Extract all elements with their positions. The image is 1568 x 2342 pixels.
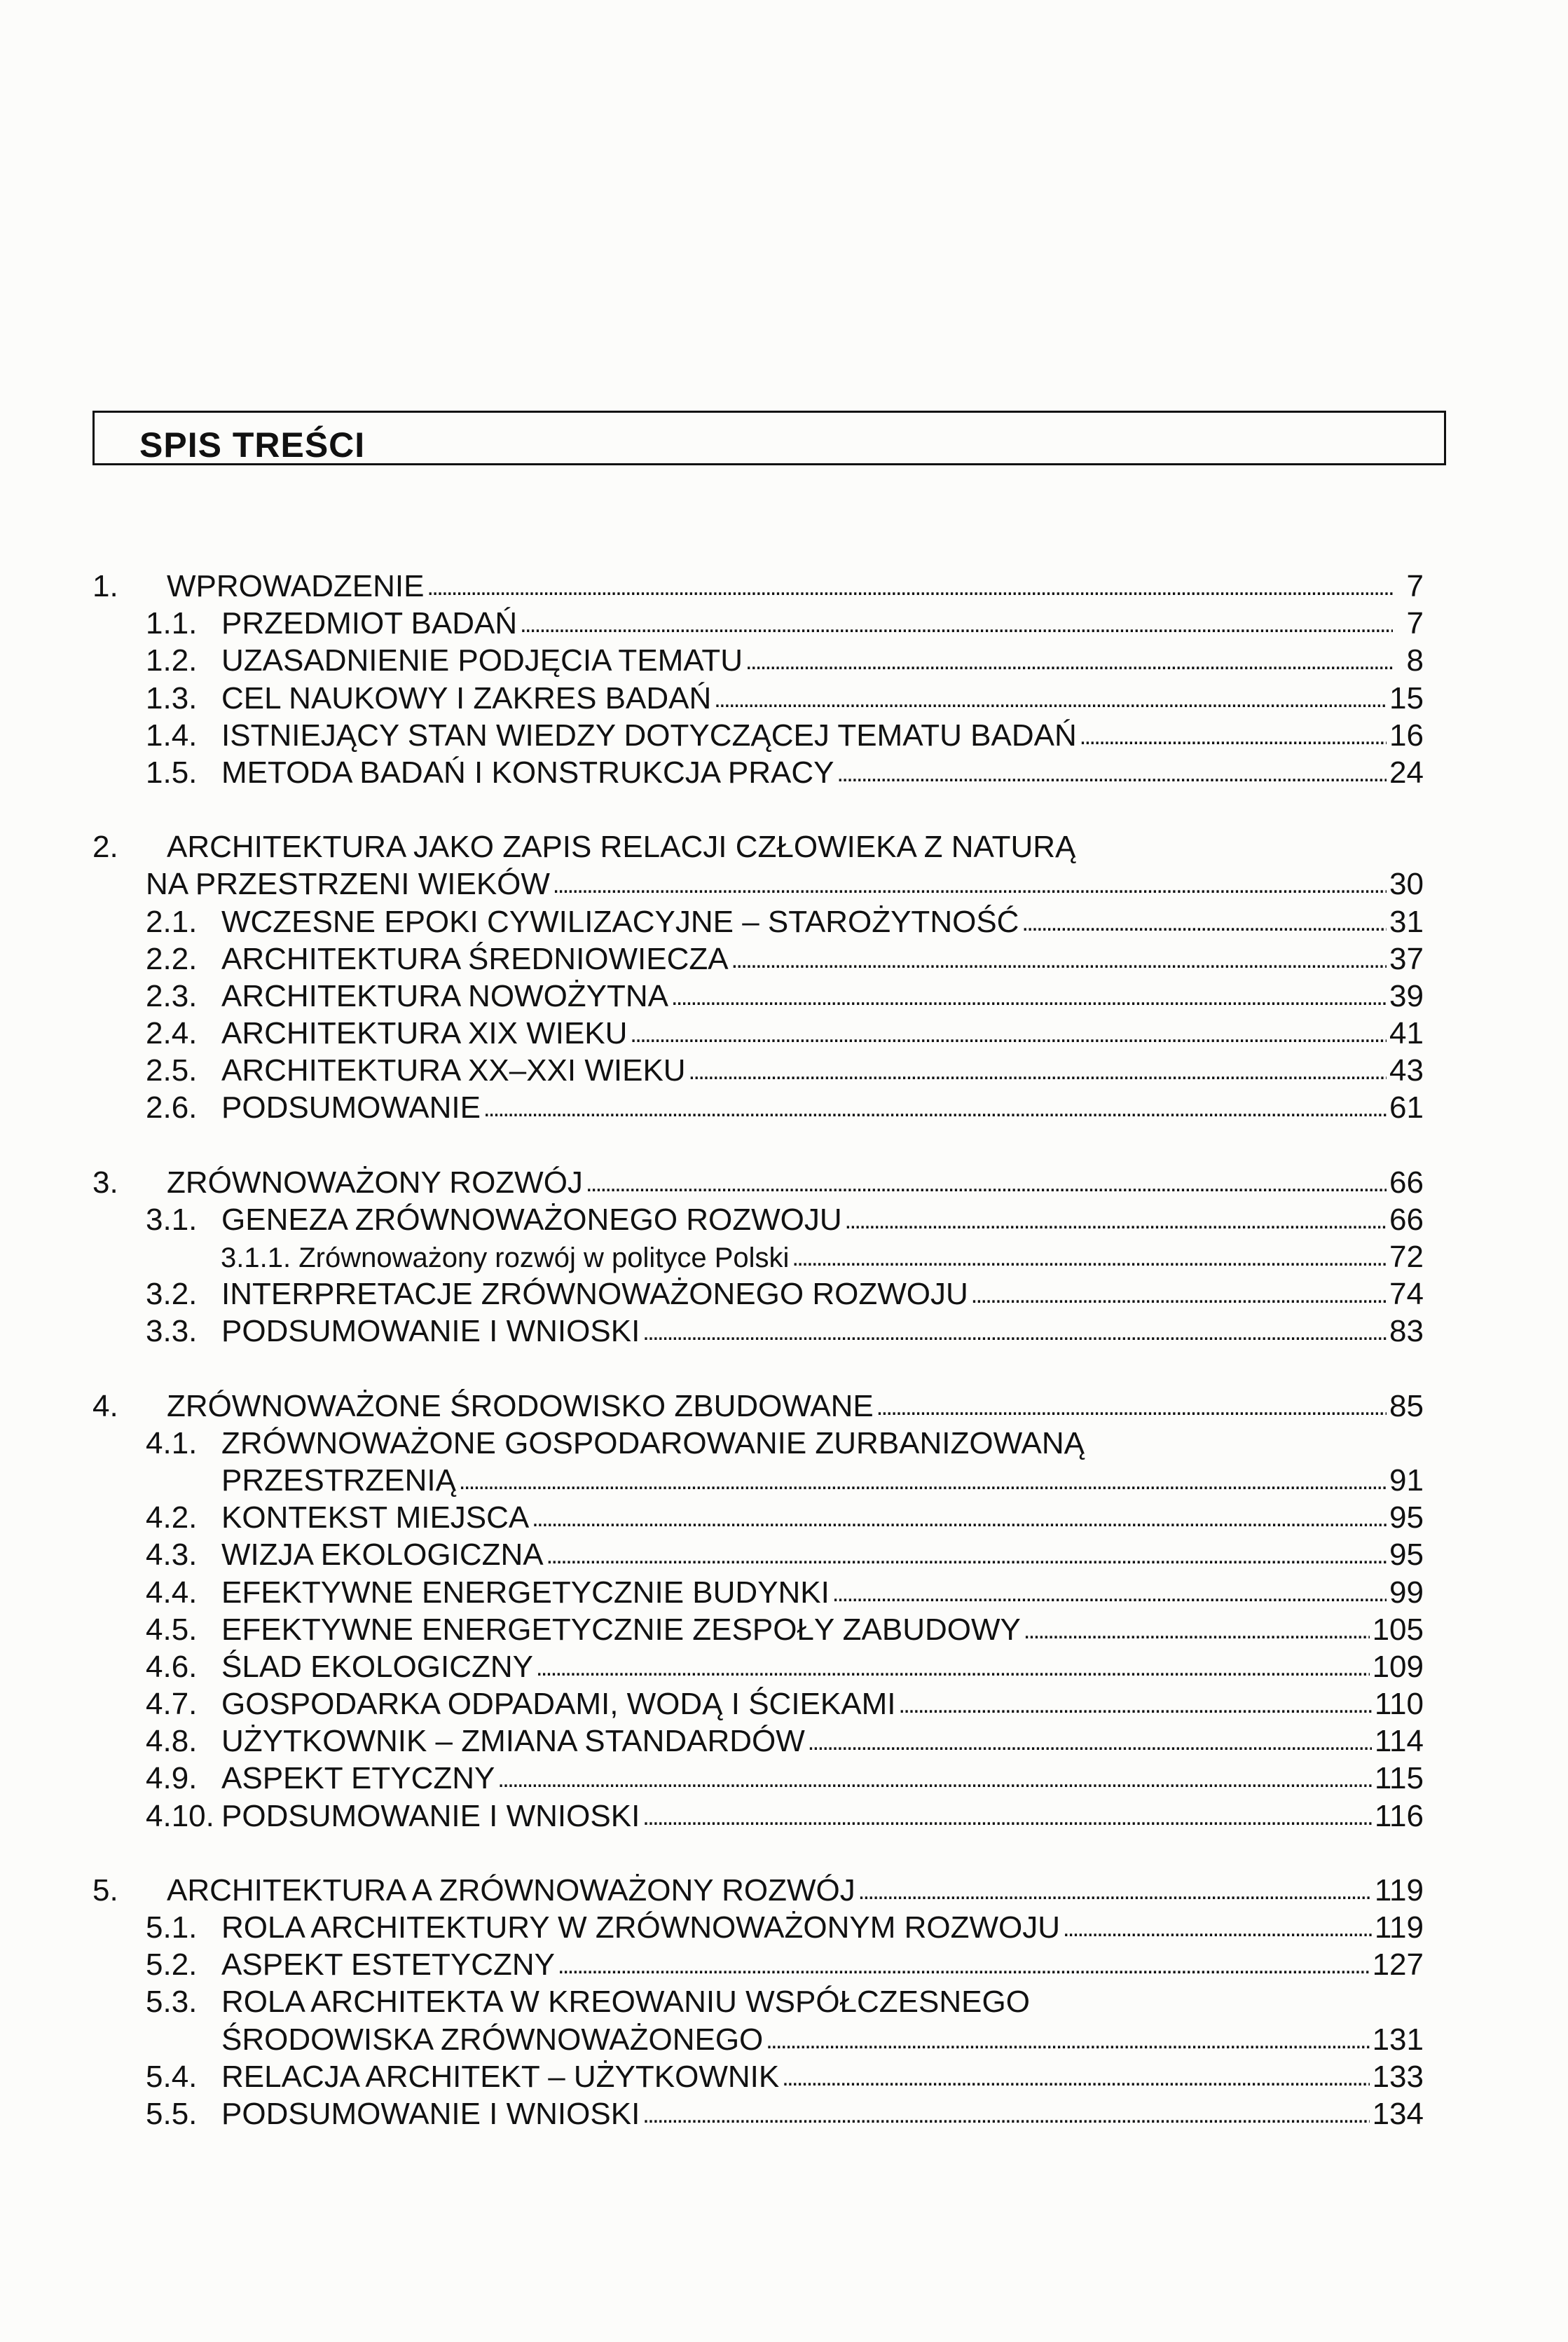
entry-title: PODSUMOWANIE [221,1090,481,1125]
toc-entry [0,1797,1568,1835]
entry-page: 24 [1389,755,1424,790]
entry-title: UZASADNIENIE PODJĘCIA TEMATU [221,643,743,678]
dot-leader [837,753,1387,793]
dot-leader [766,2020,1369,2060]
entry-number: 3.2. [146,1277,198,1312]
entry-number: 4.3. [146,1538,198,1573]
entry-title: ARCHITEKTURA NOWOŻYTNA [221,978,669,1013]
dot-leader [689,1050,1387,1090]
entry-title: EFEKTYWNE ENERGETYCZNIE BUDYNKI [221,1575,830,1610]
toc-entry [0,903,1568,940]
entry-page: 115 [1374,1761,1424,1796]
entry-number: 2.4. [146,1016,198,1051]
entry-title: PODSUMOWANIE I WNIOSKI [221,1314,640,1349]
dot-leader [1063,1908,1372,1947]
toc-entry [0,1052,1568,1089]
dot-leader [782,2057,1369,2097]
toc-entry [0,2021,1568,2058]
dot-leader [832,1573,1387,1612]
toc-entry [0,1313,1568,1350]
toc-entry [0,754,1568,791]
dot-leader [427,566,1393,606]
entry-title: INTERPRETACJE ZRÓWNOWAŻONEGO ROZWOJU [221,1277,968,1312]
entry-number: 2.6. [146,1090,198,1125]
entry-title: ROLA ARCHITEKTA W KREOWANIU WSPÓŁCZESNEGO [221,1985,1030,2020]
toc-section [0,1164,1568,1350]
toc-entry [0,1685,1568,1723]
entry-number: 2.3. [146,978,198,1013]
toc-entry [0,1462,1568,1499]
entry-title: EFEKTYWNE ENERGETYCZNIE ZESPOŁY ZABUDOWY [221,1612,1021,1647]
entry-page: 91 [1389,1463,1424,1498]
entry-number: 4.10. [146,1798,214,1833]
dot-leader [520,603,1393,643]
entry-page: 95 [1389,1538,1424,1573]
page-title: SPIS TREŚCI [139,425,366,465]
entry-page: 72 [1389,1240,1424,1274]
dot-leader [642,2094,1369,2134]
entry-number: 4.2. [146,1500,198,1535]
entry-number: 2.5. [146,1053,198,1088]
dot-leader [671,976,1387,1016]
entry-page: 61 [1389,1090,1424,1125]
entry-title: PODSUMOWANIE I WNIOSKI [221,1798,640,1833]
entry-title: ASPEKT ETYCZNY [221,1761,495,1796]
entry-page: 119 [1374,1872,1424,1908]
entry-page: 41 [1389,1016,1424,1051]
entry-page: 31 [1389,904,1424,939]
entry-title: WPROWADZENIE [167,569,425,603]
toc-entry [0,1201,1568,1238]
dot-leader [586,1163,1387,1203]
toc-entry [0,605,1568,642]
entry-title: ARCHITEKTURA XIX WIEKU [221,1016,628,1051]
entry-page: 119 [1374,1910,1424,1945]
dot-leader [1022,902,1387,942]
entry-number: 2.2. [146,941,198,976]
entry-number: 4.5. [146,1612,198,1647]
dot-leader [898,1684,1371,1724]
entry-title: 3.1.1. Zrównoważony rozwój w polityce Polski [221,1242,790,1273]
entry-number: 3. [92,1165,118,1200]
entry-title: ZRÓWNOWAŻONE ŚRODOWISKO ZBUDOWANE [167,1388,874,1423]
entry-title: ZRÓWNOWAŻONE GOSPODAROWANIE ZURBANIZOWANĄ [221,1425,1085,1460]
dot-leader [546,1535,1387,1575]
toc-section [0,1388,1568,1835]
entry-number: 4.8. [146,1724,198,1759]
entry-number: 4.9. [146,1761,198,1796]
toc-entry [0,1164,1568,1201]
toc-entry [0,1015,1568,1052]
toc-entry [0,1425,1568,1462]
entry-title: ARCHITEKTURA ŚREDNIOWIECZA [221,941,729,976]
entry-number: 4.7. [146,1687,198,1722]
entry-title: NA PRZESTRZENI WIEKÓW [146,867,550,902]
entry-page: 133 [1372,2059,1424,2094]
entry-title: KONTEKST MIEJSCA [221,1500,530,1535]
toc-entry [0,1536,1568,1573]
entry-title: RELACJA ARCHITEKT – UŻYTKOWNIK [221,2059,780,2094]
entry-page: 7 [1406,606,1424,641]
toc-entry [0,1275,1568,1313]
entry-page: 74 [1389,1277,1424,1312]
entry-title: ŚLAD EKOLOGICZNY [221,1649,534,1684]
entry-page: 8 [1406,643,1424,678]
dot-leader [808,1721,1372,1761]
dot-leader [536,1647,1370,1687]
toc-entry [0,1611,1568,1648]
toc-section [0,568,1568,791]
dot-leader [483,1088,1387,1128]
entry-page: 7 [1406,569,1424,603]
entry-title: ARCHITEKTURA XX–XXI WIEKU [221,1053,686,1088]
dot-leader [714,678,1387,718]
toc-entry [0,865,1568,903]
entry-title: PRZEDMIOT BADAŃ [221,606,518,641]
entry-number: 1.3. [146,680,198,715]
dot-leader [858,1870,1372,1910]
entry-number: 1.2. [146,643,198,678]
entry-page: 43 [1389,1053,1424,1088]
entry-number: 1.4. [146,718,198,753]
entry-number: 5.1. [146,1910,198,1945]
toc-entry [0,1946,1568,1983]
entry-number: 4.4. [146,1575,198,1610]
dot-leader [792,1237,1387,1277]
dot-leader [497,1758,1371,1798]
entry-title: CEL NAUKOWY I ZAKRES BADAŃ [221,680,712,715]
toc-entry [0,680,1568,717]
toc-entry [0,1089,1568,1126]
toc-entry [0,1872,1568,1909]
entry-page: 110 [1374,1687,1424,1722]
entry-page: 109 [1372,1649,1424,1684]
entry-number: 4.6. [146,1649,198,1684]
dot-leader [553,864,1387,904]
dot-leader [731,939,1387,979]
entry-page: 85 [1389,1388,1424,1423]
entry-page: 134 [1372,2096,1424,2131]
dot-leader [630,1013,1387,1053]
entry-title: ARCHITEKTURA A ZRÓWNOWAŻONY ROZWÓJ [167,1872,855,1908]
dot-leader [745,641,1393,680]
toc-title-box [92,411,1446,465]
entry-number: 2.1. [146,904,198,939]
dot-leader [971,1274,1387,1314]
entry-number: 5. [92,1872,118,1908]
entry-page: 83 [1389,1314,1424,1349]
toc-entry [0,1909,1568,1946]
toc-entry [0,1499,1568,1536]
toc-section [0,1872,1568,2132]
entry-page: 127 [1372,1947,1424,1983]
entry-title: PODSUMOWANIE I WNIOSKI [221,2096,640,2131]
entry-page: 39 [1389,978,1424,1013]
entry-number: 1. [92,569,118,603]
toc-entry [0,978,1568,1015]
entry-number: 5.5. [146,2096,198,2131]
dot-leader [1024,1610,1370,1650]
entry-title: ŚRODOWISKA ZRÓWNOWAŻONEGO [221,2022,764,2057]
dot-leader [1080,715,1387,755]
entry-number: 5.4. [146,2059,198,2094]
entry-page: 114 [1374,1724,1424,1759]
entry-number: 5.2. [146,1947,198,1983]
entry-page: 15 [1389,680,1424,715]
entry-title: GOSPODARKA ODPADAMI, WODĄ I ŚCIEKAMI [221,1687,896,1722]
entry-number: 3.3. [146,1314,198,1349]
entry-number: 2. [92,830,118,865]
dot-leader [459,1460,1387,1500]
entry-title: UŻYTKOWNIK – ZMIANA STANDARDÓW [221,1724,805,1759]
entry-page: 105 [1372,1612,1424,1647]
entry-page: 16 [1389,718,1424,753]
toc-entry [0,1238,1568,1275]
entry-page: 95 [1389,1500,1424,1535]
entry-number: 4. [92,1388,118,1423]
entry-page: 116 [1374,1798,1424,1833]
entry-title: GENEZA ZRÓWNOWAŻONEGO ROZWOJU [221,1202,842,1237]
dot-leader [558,1945,1370,1985]
entry-title: METODA BADAŃ I KONSTRUKCJA PRACY [221,755,834,790]
entry-title: ROLA ARCHITEKTURY W ZRÓWNOWAŻONYM ROZWOJU [221,1910,1060,1945]
entry-number: 4.1. [146,1425,198,1460]
table-of-contents [0,568,1568,2170]
entry-number: 5.3. [146,1985,198,2020]
entry-page: 66 [1389,1202,1424,1237]
dot-leader [642,1796,1372,1836]
toc-entry [0,1388,1568,1425]
toc-entry [0,1648,1568,1685]
entry-page: 131 [1372,2022,1424,2057]
dot-leader [876,1386,1387,1426]
entry-title: WCZESNE EPOKI CYWILIZACYJNE – STAROŻYTNOŚĆ [221,904,1019,939]
entry-page: 37 [1389,941,1424,976]
toc-section [0,828,1568,1127]
toc-entry [0,1723,1568,1760]
toc-entry [0,717,1568,754]
toc-entry [0,828,1568,865]
entry-title: PRZESTRZENIĄ [221,1463,456,1498]
entry-title: ISTNIEJĄCY STAN WIEDZY DOTYCZĄCEJ TEMATU BADAŃ [221,718,1077,753]
dot-leader [845,1200,1387,1240]
dot-leader [642,1311,1387,1351]
toc-entry [0,2095,1568,2132]
entry-number: 1.1. [146,606,198,641]
entry-title: ASPEKT ESTETYCZNY [221,1947,555,1983]
entry-title: WIZJA EKOLOGICZNA [221,1538,544,1573]
entry-number: 1.5. [146,755,198,790]
toc-entry [0,642,1568,679]
entry-number: 3.1. [146,1202,198,1237]
entry-page: 66 [1389,1165,1424,1200]
toc-entry [0,940,1568,978]
dot-leader [532,1498,1387,1538]
toc-entry [0,1760,1568,1797]
entry-page: 30 [1389,867,1424,902]
toc-entry [0,1983,1568,2020]
toc-entry [0,568,1568,605]
toc-entry [0,2058,1568,2095]
entry-page: 99 [1389,1575,1424,1610]
entry-title: ARCHITEKTURA JAKO ZAPIS RELACJI CZŁOWIEKA Z NATURĄ [167,830,1076,865]
entry-title: ZRÓWNOWAŻONY ROZWÓJ [167,1165,583,1200]
toc-entry [0,1574,1568,1611]
